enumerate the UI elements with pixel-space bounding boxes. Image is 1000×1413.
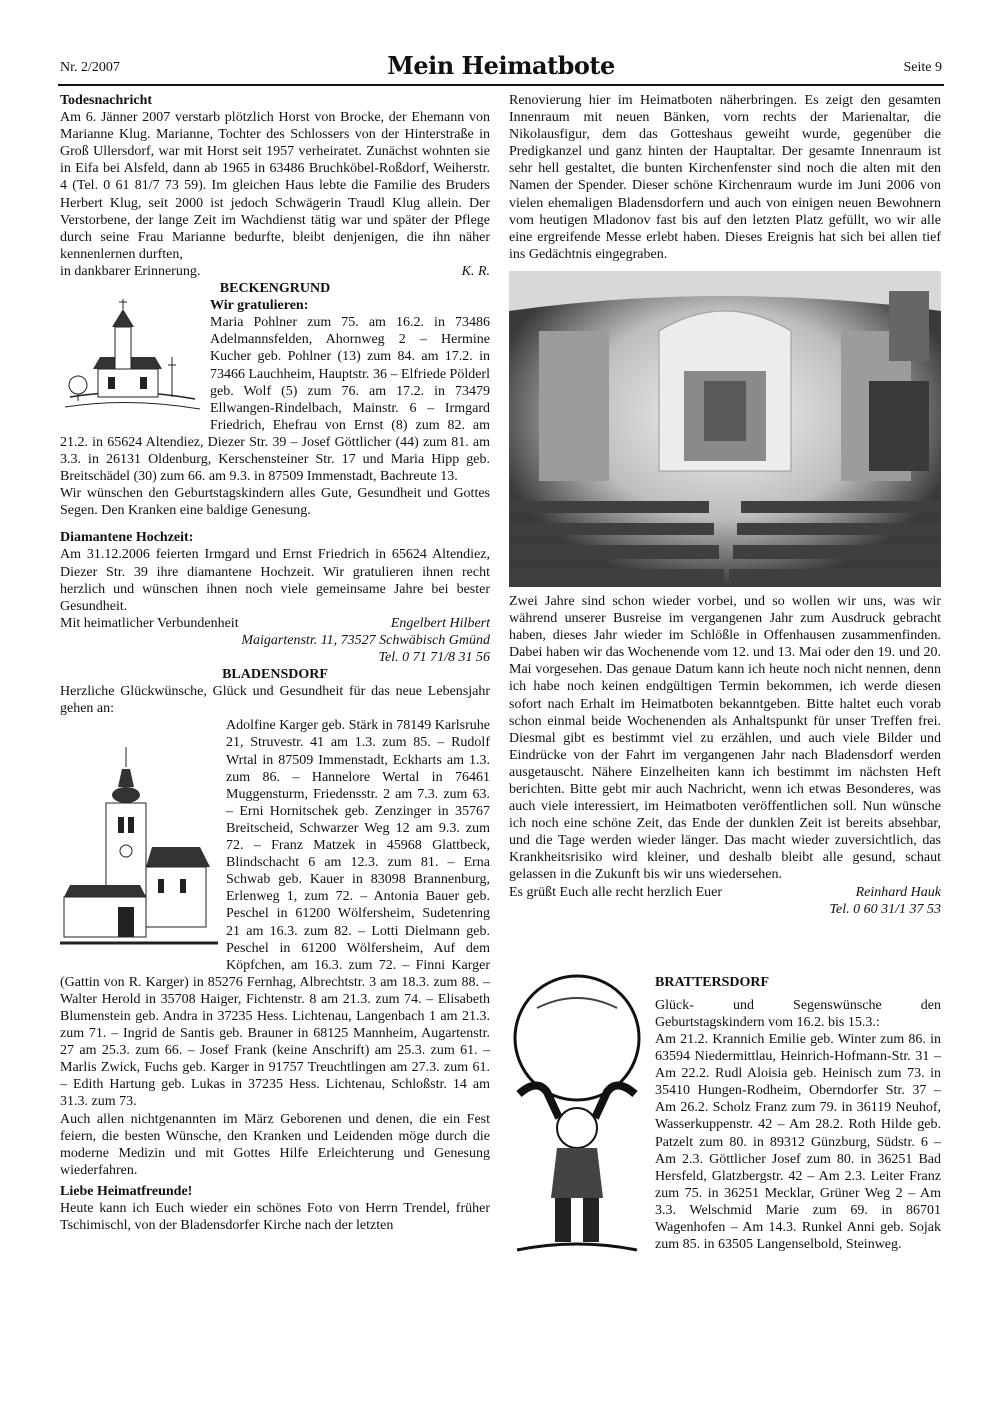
bladensdorf-title: BLADENSDORF: [222, 667, 328, 683]
todesnachricht-last: in dankbarer Erinnerung.: [60, 263, 201, 279]
church-illustration: [60, 747, 218, 967]
beckengrund-wishes: Wir wünschen den Geburtstagskindern alles Gute, Gesundheit und Gottes Segen. Den Kranken eine baldige Genesung.: [60, 486, 490, 519]
right-column: [509, 92, 941, 1258]
diamant-greeting: Mit heimatlicher Verbundenheit: [60, 615, 239, 631]
treffen-text: Zwei Jahre sind schon wieder vorbei, und so wollen wir uns, was wir während unserer Busreise im vergangenen Jahr zum Ausdruck gebracht haben, dieses Jahr wieder im Schlößle in Offenhausen zusammenfinden. Dabei haben wir das Wochenende vom 12. und 13. Mai oder den 19. und 20. Mai vorgesehen. Das genaue Datum kann ich heute noch nicht nennen, denn ich habe noch keinen endgültigen Termin bekommen, ich werde diesen sofort nach Erhalt im Heimatboten bekanntgeben. Bitte haltet euch vorab schon einmal beide Wochenenden als Anhaltspunkt für unser Treffen frei. Diesmal gibt es bestimmt viel zu erzählen, und auch viele Bilder und Eindrücke von der Fahrt im vergangenen Jahr nach Bladensdorf werden ausgetauscht. Nähere Einzelheiten kann ich bestimmt im nächsten Heft berichten. Bitte gebt mir auch Nachricht, wenn ich etwas Besonderes, was auch viele interessiert, im Heimatboten veröffentlichen soll. Nun wünsche ich noch eine schöne Zeit, das Ende der dunklen Zeit ist bereits absehbar, und die Tage werden wieder länger. Das macht wieder zuversichtlich, das Krankheitsrisiko wird kleiner, und deshalb bleibt alle gesund, schaut gelassen in die Zukunft bis wir uns wiedersehen.: [509, 593, 941, 883]
church-interior-photo: [509, 271, 941, 587]
renovierung-text: Renovierung hier im Heimatboten näherbringen. Es zeigt den gesamten Innenraum mit neuen Bänken, vorn rechts der Marienaltar, die Nikolausfigur, dem das Gotteshaus geweiht wurde, gegenüber die Predigkanzel und ganz hinten der Hauptaltar. Der gesamte Innenraum ist sehr hell gestaltet, die bunten Kirchenfenster sind noch die alten mit den Namen der Spender. Dieser schöne Kirchenraum wurde im Juni 2006 von vielen ehemaligen Bladensdorfern und auch von einigen neuen Bewohnern vom heutigen Mladonov fast bis auf den letzten Platz gefüllt, wo wir alle eine ergreifende Messe erlebt haben. Dieses Ereignis hat sich bei allen tief ins Gedächtnis eingegraben.: [509, 93, 941, 262]
todesnachricht-title: Todesnachricht: [60, 93, 153, 108]
todesnachricht-sign: [60, 263, 490, 280]
diamant-sign: [60, 615, 490, 632]
page-header: [60, 52, 942, 82]
diamant-title: Diamantene Hochzeit:: [60, 530, 194, 546]
bladensdorf-closing: Auch allen nichtgenannten im März Geborenen und denen, die ein Fest feiern, die besten Wünsche, den Kranken und Leidenden möge durch die moderne Medizin und mit Gottes Hilfe Erleichterung und Genesung wiederfahren.: [60, 1111, 490, 1178]
beckengrund-birthdays: Maria Pohlner zum 75. am 16.2. in 73486 Adelmannsfelden, Ahornweg 2 – Hermine Kucher geb. Pohlner (13) zum 84. am 17.2. in 73466 Lauchheim, Hauptstr. 36 – Elfriede Pölderl geb. Wolf (5) zum 76. am 17.2. in 73479 Ellwangen-Rindelbach, Mainstr. 6 – Irmgard Friedrich, Ehefrau von Ernst (8) zum 82. am 21.2. in 65624 Altendiez, Diezer Str. 39 – Josef Göttlicher (44) zum 81. am 3.3. in 26131 Oldenburg, Kerschensteiner Str. 17 und Maria Hipp geb. Breitschädel (30) zum 66. am 9.3. in 87509 Immenstadt, Bachreute 13.: [60, 315, 490, 485]
beckengrund-subtitle: Wir gratulieren:: [210, 298, 309, 314]
brattersdorf-birthdays: Am 21.2. Krannich Emilie geb. Winter zum 86. in 63594 Niedermittlau, Heinrich-Hofmann-Str. 31 – Am 22.2. Rudl Aloisia geb. Heinisch zum 73. in 35410 Hungen-Rodheim, Oberndorfer Str. 37 – Am 26.2. Scholz Franz zum 79. in 36119 Neuhof, Wasserkuppenstr. 42 – Am 28.2. Roth Hilde geb. Patzelt zum 80. in 89312 Günzburg, Südstr. 6 – Am 2.3. Göttlicher Josef zum 80. in 36251 Bad Hersfeld, Glatzbergstr. 42 – Am 2.3. Leiter Franz zum 75. in 36251 Mecklar, Grüner Weg 2 – Am 3.3. Welschmid Marie zum 69. in 86701 Wagenhofen – Am 14.3. Runkel Anni geb. Sojak zum 85. in 63505 Langenselbold, Steinweg.: [655, 1032, 941, 1253]
bladensdorf-birthdays: Adolfine Karger geb. Stärk in 78149 Karlsruhe 21, Struvestr. 41 am 1.3. zum 85. – Rudolf Wrtal in 87509 Immenstadt, Eckharts am 1.3. zum 86. – Hannelore Wertal in 76461 Muggensturm, Friedensstr. 2 am 7.3. zum 63. – Erni Hornitschek geb. Zenzinger in 35767 Breitscheid, Schwarzer Weg 12 am 9.3. zum 72. – Franz Matzek in 45968 Glattbeck, Blindschacht 6 am 12.3. zum 81. – Erna Schwab geb. Kauer in 83098 Brannenburg, Erlenweg 1, zum 72. – Antonia Bauer geb. Peschel in 61200 Wölfersheim, Sudetenring 21 am 16.3. zum 82. – Lotti Dielmann geb. Peschel in 61200 Wölfersheim, Auf dem Köpfchen, am 16.3. zum 72. – Finni Karger (Gattin von R. Karger) in 85276 Fernhag, Albrechtstr. 3 am 18.3. zum 88. – Walter Herold in 35708 Haiger, Fichtenstr. 8 am 21.3. zum 74. – Elisabeth Blumenstein geb. Andra in 37235 Hess. Lichtenau, Langenbach 1 am 21.3. zum 71. – Ingrid de Santis geb. Brauner in 68125 Mannheim, Augartenstr. 27 am 25.3. zum 66. – Josef Frank (keine Anschrift) am 25.3. zum 61. – Marlis Zwick, Fuchs geb. Karger in 91757 Treuchtlingen am 27.3. zum 61. – Edith Hartung geb. Lukas in 37235 Hess. Lichtenau, Schloßstr. 14 am 31.3. zum 73.: [60, 718, 490, 1110]
diamant-phone: Tel. 0 71 71/8 31 56: [378, 650, 490, 665]
heimatfreunde-body: Heute kann ich Euch wieder ein schönes Foto von Herrn Trendel, früher Tschimischl, von der Bladensdorfer Kirche nach der letzten: [60, 1201, 490, 1234]
hauk-greeting: Es grüßt Euch alle recht herzlich Euer: [509, 884, 723, 900]
chapel-illustration: [60, 297, 202, 415]
bladensdorf-intro: Herzliche Glückwünsche, Glück und Gesundheit für das neue Lebensjahr gehen an:: [60, 684, 490, 717]
issue-number: Nr. 2/2007: [60, 60, 120, 75]
page-number: Seite 9: [903, 60, 942, 75]
hauk-phone: Tel. 0 60 31/1 37 53: [829, 901, 941, 917]
left-column: [60, 92, 490, 1234]
atlas-figure-illustration: [507, 968, 647, 1258]
brattersdorf-title: BRATTERSDORF: [655, 974, 770, 990]
diamant-name: Engelbert Hilbert: [390, 615, 490, 631]
brattersdorf-intro: Glück- und Segenswünsche den Geburtstagskindern vom 16.2. bis 15.3.:: [655, 997, 941, 1030]
diamant-body: Am 31.12.2006 feierten Irmgard und Ernst Friedrich in 65624 Altendiez, Diezer Str. 39 ihre diamantene Hochzeit. Wir gratulieren ihnen recht herzlich und wünschen ihnen noch viele gemeinsame Jahre bei bester Gesundheit.: [60, 547, 490, 614]
todesnachricht-signature: K. R.: [461, 263, 490, 279]
beckengrund-title: BECKENGRUND: [219, 281, 331, 297]
diamant-address: Maigartenstr. 11, 73527 Schwäbisch Gmünd: [241, 632, 490, 648]
todesnachricht-body: Am 6. Jänner 2007 verstarb plötzlich Horst von Brocke, der Ehemann von Marianne Klug. Marianne, Tochter des Schlossers von der Hinterstraße in Groß Ullersdorf, war mit Horst seit 1957 verheiratet. Zunächst wohnten sie in Eifa bei Alsfeld, dann ab 1965 in 63486 Bruchköbel-Roßdorf, Weiherstr. 4 (Tel. 0 61 81/7 73 59). Im gleichen Haus lebte die Familie des Bruders Herbert Klug, seit 2000 ist jedoch Schwägerin Traudl Klug allein. Der Verstorbene, der lange Zeit im Wachdienst tätig war und später der Pflege durch seine Frau Marianne bedurfte, bleibt denjenigen, die ihn näher kennenlernen durften,: [60, 110, 490, 262]
hauk-name: Reinhard Hauk: [855, 884, 941, 900]
masthead: Mein Heimatbote: [387, 51, 615, 80]
header-rule: [58, 84, 944, 86]
heimatfreunde-title: Liebe Heimatfreunde!: [60, 1183, 193, 1199]
hauk-sign: [509, 884, 941, 901]
